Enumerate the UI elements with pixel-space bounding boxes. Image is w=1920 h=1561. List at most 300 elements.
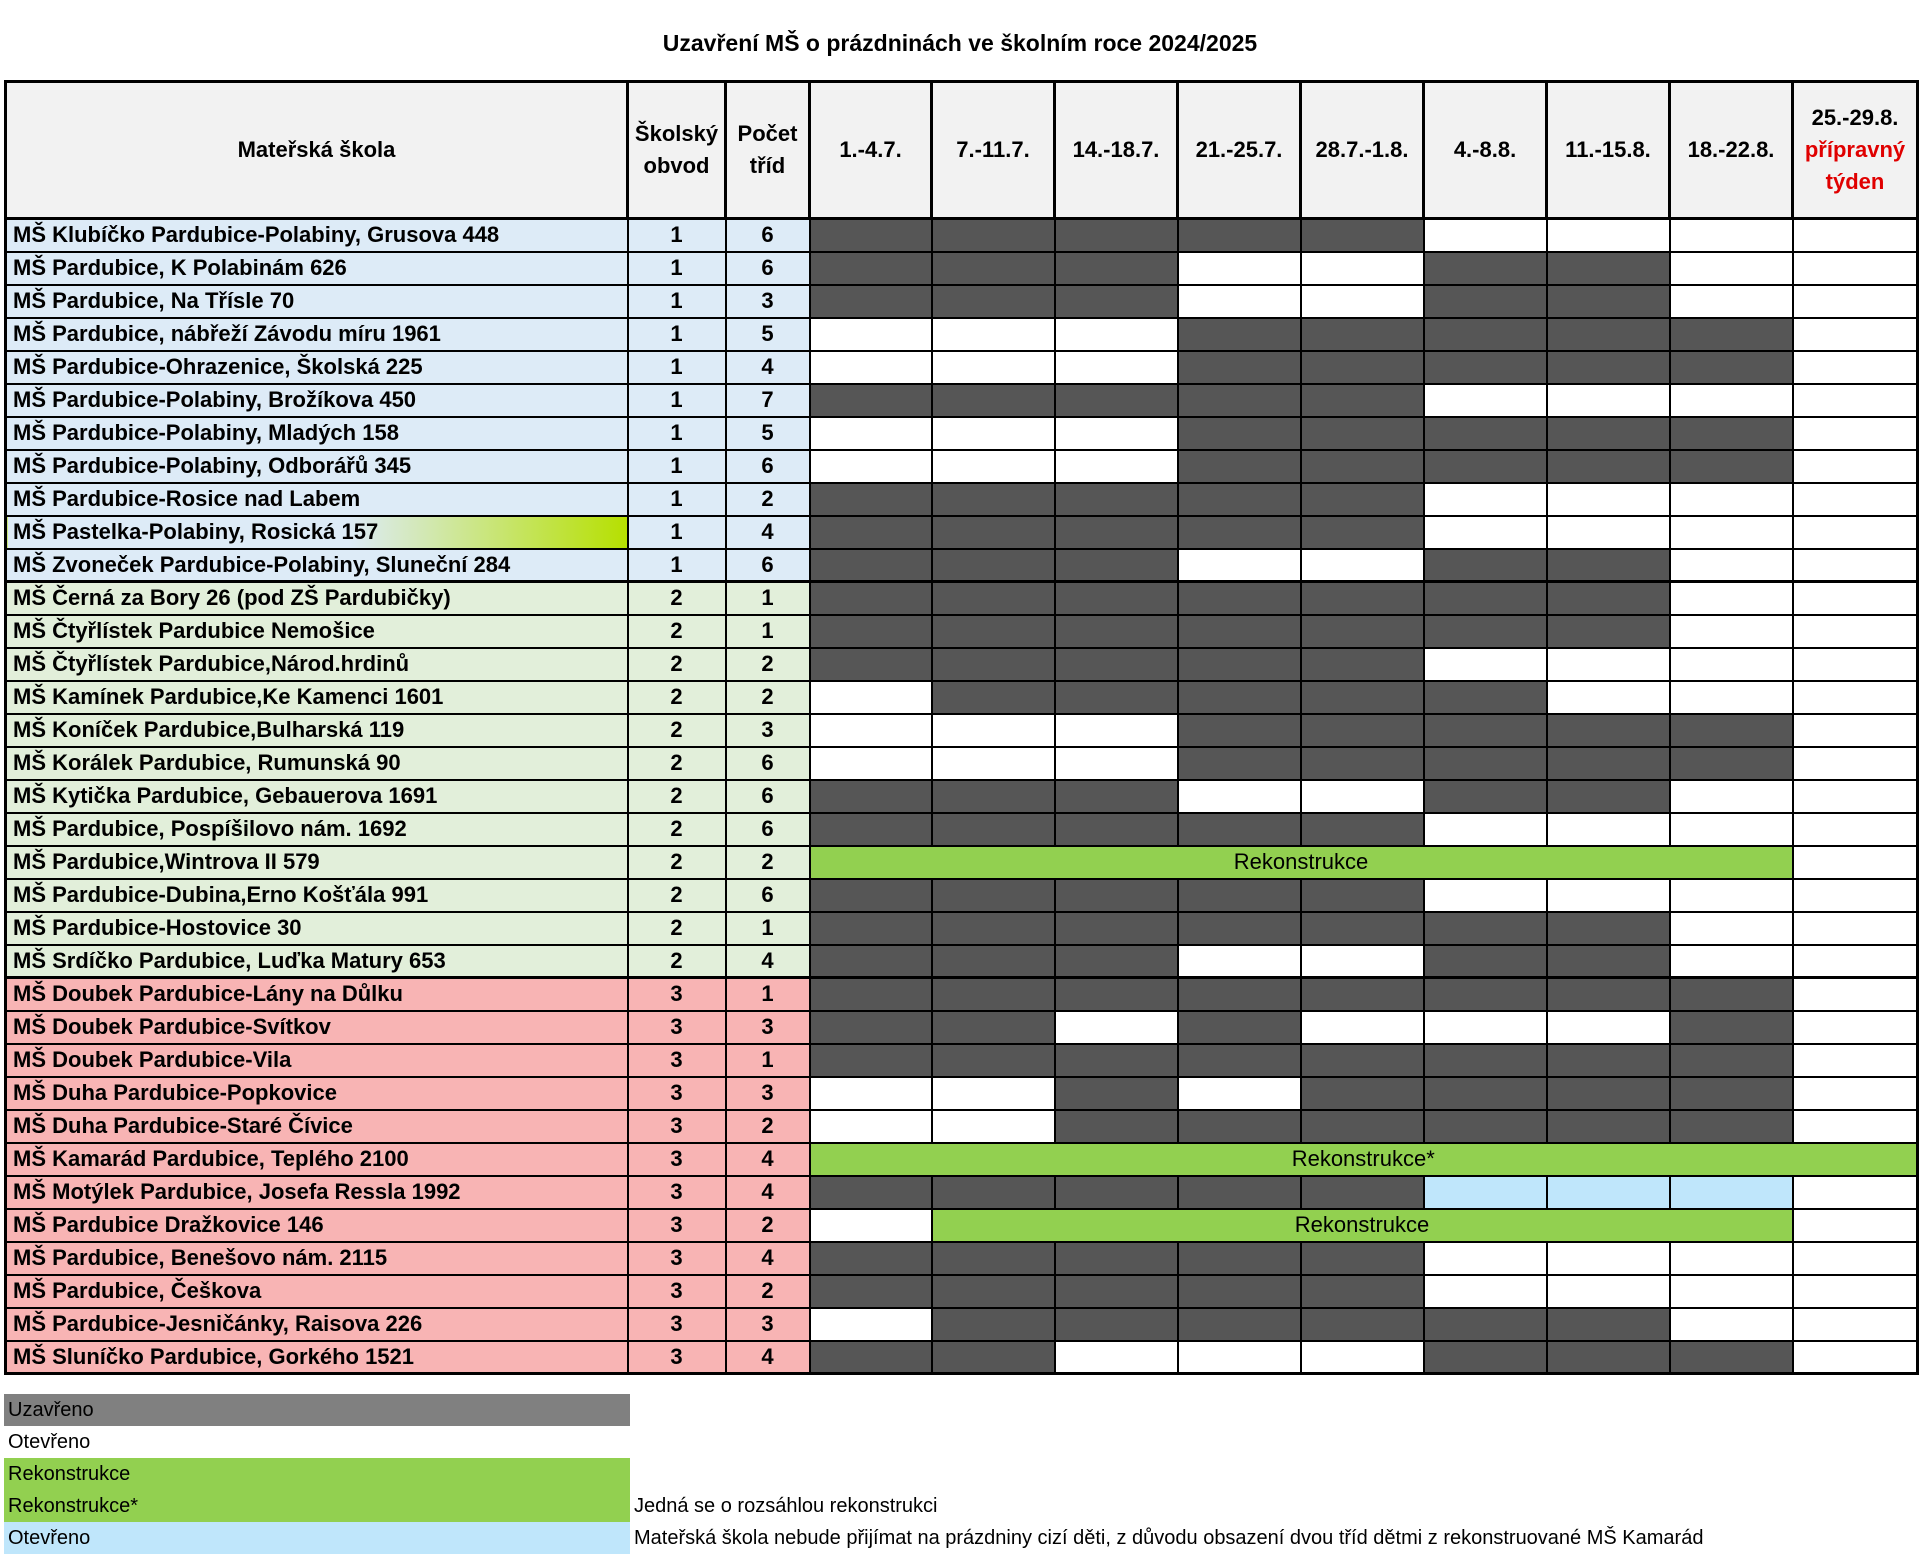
week-cell xyxy=(1424,648,1547,681)
week-cell xyxy=(1424,450,1547,483)
week-cell xyxy=(932,285,1055,318)
school-name: MŠ Pardubice-Rosice nad Labem xyxy=(6,483,628,516)
week-cell xyxy=(1670,1341,1793,1374)
prep-week-cell xyxy=(1793,1011,1918,1044)
week-cell xyxy=(1424,483,1547,516)
week-cell xyxy=(1547,351,1670,384)
week-cell xyxy=(1547,417,1670,450)
school-classes: 3 xyxy=(726,714,810,747)
school-name: MŠ Pardubice-Polabiny, Mladých 158 xyxy=(6,417,628,450)
week-cell xyxy=(1055,1308,1178,1341)
week-cell xyxy=(1547,1341,1670,1374)
week-cell xyxy=(1301,945,1424,978)
week-cell xyxy=(1055,714,1178,747)
week-cell xyxy=(1301,1110,1424,1143)
week-cell xyxy=(1301,516,1424,549)
table-row xyxy=(6,318,1918,351)
week-cell xyxy=(1424,1308,1547,1341)
week-cell xyxy=(810,780,932,813)
school-district: 1 xyxy=(628,219,726,252)
week-cell xyxy=(1055,285,1178,318)
school-classes: 2 xyxy=(726,1209,810,1242)
week-cell xyxy=(1055,648,1178,681)
week-cell xyxy=(810,384,932,417)
week-cell xyxy=(1424,417,1547,450)
table-row xyxy=(6,648,1918,681)
week-cell xyxy=(932,912,1055,945)
week-cell xyxy=(1424,549,1547,582)
school-district: 1 xyxy=(628,252,726,285)
school-district: 2 xyxy=(628,648,726,681)
week-cell xyxy=(932,714,1055,747)
week-cell xyxy=(932,351,1055,384)
school-name: MŠ Černá za Bory 26 (pod ZŠ Pardubičky) xyxy=(6,582,628,615)
week-cell xyxy=(932,1341,1055,1374)
prep-week-cell xyxy=(1793,912,1918,945)
week-cell xyxy=(932,978,1055,1011)
week-cell xyxy=(810,582,932,615)
school-district: 1 xyxy=(628,516,726,549)
week-cell xyxy=(932,252,1055,285)
week-cell xyxy=(1424,714,1547,747)
week-cell xyxy=(1424,351,1547,384)
week-cell xyxy=(810,912,932,945)
header-week: 1.-4.7. xyxy=(810,82,932,219)
header-prep-week xyxy=(1793,82,1918,219)
school-name: MŠ Pardubice-Hostovice 30 xyxy=(6,912,628,945)
school-district: 1 xyxy=(628,351,726,384)
week-cell xyxy=(810,615,932,648)
week-cell xyxy=(1670,351,1793,384)
school-district: 2 xyxy=(628,945,726,978)
reconstruction-cell: Rekonstrukce xyxy=(810,846,1793,879)
table-row xyxy=(6,945,1918,978)
school-district: 3 xyxy=(628,1341,726,1374)
prep-week-cell xyxy=(1793,747,1918,780)
week-cell xyxy=(1547,1176,1670,1209)
week-cell xyxy=(932,813,1055,846)
table-row xyxy=(6,615,1918,648)
school-classes: 4 xyxy=(726,516,810,549)
table-row xyxy=(6,1275,1918,1308)
school-district: 2 xyxy=(628,582,726,615)
week-cell xyxy=(1178,450,1301,483)
prep-week-cell xyxy=(1793,879,1918,912)
week-cell xyxy=(810,978,932,1011)
table-row xyxy=(6,450,1918,483)
week-cell xyxy=(810,747,932,780)
week-cell xyxy=(1178,351,1301,384)
header-prep-line2: týden xyxy=(1825,168,1885,194)
table-row xyxy=(6,747,1918,780)
week-cell xyxy=(1547,516,1670,549)
week-cell xyxy=(810,417,932,450)
school-name: MŠ Čtyřlístek Pardubice,Národ.hrdinů xyxy=(6,648,628,681)
school-classes: 1 xyxy=(726,582,810,615)
school-classes: 1 xyxy=(726,1044,810,1077)
school-classes: 2 xyxy=(726,648,810,681)
week-cell xyxy=(1424,1011,1547,1044)
week-cell xyxy=(1055,945,1178,978)
closure-schedule-table xyxy=(4,80,1919,1375)
week-cell xyxy=(1670,615,1793,648)
week-cell xyxy=(1301,1308,1424,1341)
week-cell xyxy=(1178,1242,1301,1275)
school-district: 2 xyxy=(628,714,726,747)
school-classes: 5 xyxy=(726,318,810,351)
week-cell xyxy=(1547,450,1670,483)
table-row xyxy=(6,1143,1918,1176)
week-cell xyxy=(1424,252,1547,285)
week-cell xyxy=(810,1044,932,1077)
school-classes: 2 xyxy=(726,483,810,516)
week-cell xyxy=(1178,483,1301,516)
table-row xyxy=(6,516,1918,549)
table-row xyxy=(6,879,1918,912)
week-cell xyxy=(1301,1242,1424,1275)
week-cell xyxy=(810,318,932,351)
week-cell xyxy=(1670,879,1793,912)
school-name: MŠ Pardubice-Polabiny, Brožíkova 450 xyxy=(6,384,628,417)
school-name: MŠ Pardubice, nábřeží Závodu míru 1961 xyxy=(6,318,628,351)
week-cell xyxy=(1547,615,1670,648)
header-school: Mateřská škola xyxy=(6,82,628,219)
school-classes: 4 xyxy=(726,945,810,978)
school-district: 2 xyxy=(628,879,726,912)
week-cell xyxy=(1301,1275,1424,1308)
school-district: 2 xyxy=(628,747,726,780)
week-cell xyxy=(1055,813,1178,846)
week-cell xyxy=(1055,1110,1178,1143)
school-classes: 2 xyxy=(726,846,810,879)
week-cell xyxy=(1424,219,1547,252)
prep-week-cell xyxy=(1793,351,1918,384)
legend-swatch: Otevřeno xyxy=(4,1426,630,1458)
table-row xyxy=(6,1242,1918,1275)
prep-week-cell xyxy=(1793,1242,1918,1275)
table-row xyxy=(6,714,1918,747)
prep-week-cell xyxy=(1793,780,1918,813)
table-row xyxy=(6,978,1918,1011)
week-cell xyxy=(1670,384,1793,417)
school-classes: 5 xyxy=(726,417,810,450)
week-cell xyxy=(1178,252,1301,285)
prep-week-cell xyxy=(1793,846,1918,879)
table-row xyxy=(6,483,1918,516)
week-cell xyxy=(1670,1242,1793,1275)
week-cell xyxy=(1301,450,1424,483)
school-name: MŠ Korálek Pardubice, Rumunská 90 xyxy=(6,747,628,780)
legend-note: Mateřská škola nebude přijímat na prázdniny cizí děti, z důvodu obsazení dvou tříd dětmi z rekonstruované MŠ Kamarád xyxy=(634,1527,1704,1549)
week-cell xyxy=(1424,747,1547,780)
school-name: MŠ Koníček Pardubice,Bulharská 119 xyxy=(6,714,628,747)
school-classes: 1 xyxy=(726,615,810,648)
school-classes: 6 xyxy=(726,450,810,483)
week-cell xyxy=(1547,945,1670,978)
week-cell xyxy=(810,1209,932,1242)
week-cell xyxy=(1178,318,1301,351)
week-cell xyxy=(810,483,932,516)
week-cell xyxy=(1055,780,1178,813)
week-cell xyxy=(932,1011,1055,1044)
week-cell xyxy=(1424,384,1547,417)
week-cell xyxy=(810,252,932,285)
week-cell xyxy=(1670,417,1793,450)
legend-item xyxy=(4,1458,1704,1490)
week-cell xyxy=(1547,714,1670,747)
prep-week-cell xyxy=(1793,681,1918,714)
reconstruction-cell: Rekonstrukce xyxy=(932,1209,1793,1242)
week-cell xyxy=(1301,1341,1424,1374)
week-cell xyxy=(1424,1077,1547,1110)
school-name: MŠ Doubek Pardubice-Svítkov xyxy=(6,1011,628,1044)
week-cell xyxy=(1670,714,1793,747)
school-name: MŠ Pardubice-Polabiny, Odborářů 345 xyxy=(6,450,628,483)
prep-week-cell xyxy=(1793,219,1918,252)
header-classes-line2: tříd xyxy=(749,153,786,178)
week-cell xyxy=(932,549,1055,582)
prep-week-cell xyxy=(1793,1308,1918,1341)
week-cell xyxy=(1424,1044,1547,1077)
school-district: 2 xyxy=(628,912,726,945)
week-cell xyxy=(1178,582,1301,615)
school-name: MŠ Kamarád Pardubice, Teplého 2100 xyxy=(6,1143,628,1176)
week-cell xyxy=(1178,417,1301,450)
week-cell xyxy=(1178,912,1301,945)
week-cell xyxy=(1424,516,1547,549)
school-district: 3 xyxy=(628,1308,726,1341)
week-cell xyxy=(1670,1176,1793,1209)
week-cell xyxy=(1055,1044,1178,1077)
legend-item xyxy=(4,1394,1704,1426)
week-cell xyxy=(1301,252,1424,285)
prep-week-cell xyxy=(1793,615,1918,648)
week-cell xyxy=(1055,747,1178,780)
week-cell xyxy=(810,1077,932,1110)
week-cell xyxy=(932,219,1055,252)
week-cell xyxy=(1301,813,1424,846)
prep-week-cell xyxy=(1793,1077,1918,1110)
legend xyxy=(4,1394,1704,1554)
week-cell xyxy=(1301,483,1424,516)
table-row xyxy=(6,1110,1918,1143)
week-cell xyxy=(1670,1044,1793,1077)
school-name: MŠ Sluníčko Pardubice, Gorkého 1521 xyxy=(6,1341,628,1374)
school-classes: 7 xyxy=(726,384,810,417)
school-district: 3 xyxy=(628,1110,726,1143)
prep-week-cell xyxy=(1793,945,1918,978)
week-cell xyxy=(1424,978,1547,1011)
week-cell xyxy=(1670,549,1793,582)
prep-week-cell xyxy=(1793,813,1918,846)
week-cell xyxy=(810,219,932,252)
week-cell xyxy=(1301,1176,1424,1209)
header-row xyxy=(6,82,1918,219)
school-district: 1 xyxy=(628,483,726,516)
school-classes: 3 xyxy=(726,1077,810,1110)
table-row xyxy=(6,1176,1918,1209)
school-name: MŠ Pardubice, Češkova xyxy=(6,1275,628,1308)
week-cell xyxy=(1178,813,1301,846)
table-row xyxy=(6,1077,1918,1110)
week-cell xyxy=(1178,1110,1301,1143)
week-cell xyxy=(932,879,1055,912)
week-cell xyxy=(1055,219,1178,252)
legend-item xyxy=(4,1490,1704,1522)
school-district: 2 xyxy=(628,681,726,714)
week-cell xyxy=(1178,285,1301,318)
table-row xyxy=(6,846,1918,879)
week-cell xyxy=(810,1308,932,1341)
week-cell xyxy=(810,648,932,681)
school-classes: 3 xyxy=(726,1011,810,1044)
week-cell xyxy=(1670,582,1793,615)
week-cell xyxy=(1547,252,1670,285)
week-cell xyxy=(1178,1341,1301,1374)
week-cell xyxy=(1547,384,1670,417)
week-cell xyxy=(810,714,932,747)
header-week: 21.-25.7. xyxy=(1178,82,1301,219)
week-cell xyxy=(1547,978,1670,1011)
header-week: 11.-15.8. xyxy=(1547,82,1670,219)
prep-week-cell xyxy=(1793,285,1918,318)
week-cell xyxy=(1178,714,1301,747)
week-cell xyxy=(1301,318,1424,351)
week-cell xyxy=(1670,318,1793,351)
week-cell xyxy=(1178,648,1301,681)
week-cell xyxy=(932,648,1055,681)
school-district: 1 xyxy=(628,384,726,417)
school-district: 1 xyxy=(628,417,726,450)
week-cell xyxy=(1547,747,1670,780)
school-classes: 4 xyxy=(726,1176,810,1209)
prep-week-cell xyxy=(1793,1176,1918,1209)
week-cell xyxy=(1178,879,1301,912)
school-district: 3 xyxy=(628,1143,726,1176)
week-cell xyxy=(1670,1077,1793,1110)
legend-swatch: Otevřeno xyxy=(4,1522,630,1554)
school-name: MŠ Kamínek Pardubice,Ke Kamenci 1601 xyxy=(6,681,628,714)
table-row xyxy=(6,780,1918,813)
header-week: 18.-22.8. xyxy=(1670,82,1793,219)
prep-week-cell xyxy=(1793,417,1918,450)
week-cell xyxy=(1547,1044,1670,1077)
table-row xyxy=(6,252,1918,285)
legend-swatch: Uzavřeno xyxy=(4,1394,630,1426)
week-cell xyxy=(1547,1077,1670,1110)
prep-week-cell xyxy=(1793,648,1918,681)
school-name: MŠ Srdíčko Pardubice, Luďka Matury 653 xyxy=(6,945,628,978)
school-classes: 3 xyxy=(726,1308,810,1341)
week-cell xyxy=(1670,681,1793,714)
school-district: 3 xyxy=(628,1011,726,1044)
week-cell xyxy=(1055,1341,1178,1374)
week-cell xyxy=(1424,615,1547,648)
week-cell xyxy=(1301,714,1424,747)
week-cell xyxy=(1301,912,1424,945)
week-cell xyxy=(932,516,1055,549)
header-week: 28.7.-1.8. xyxy=(1301,82,1424,219)
week-cell xyxy=(810,879,932,912)
prep-week-cell xyxy=(1793,252,1918,285)
school-classes: 3 xyxy=(726,285,810,318)
week-cell xyxy=(1301,615,1424,648)
week-cell xyxy=(1055,483,1178,516)
school-name: MŠ Pardubice, Benešovo nám. 2115 xyxy=(6,1242,628,1275)
week-cell xyxy=(1055,252,1178,285)
school-district: 1 xyxy=(628,549,726,582)
week-cell xyxy=(1178,1275,1301,1308)
school-name: MŠ Zvoneček Pardubice-Polabiny, Sluneční 284 xyxy=(6,549,628,582)
week-cell xyxy=(1547,912,1670,945)
school-name: MŠ Pardubice Dražkovice 146 xyxy=(6,1209,628,1242)
week-cell xyxy=(1055,516,1178,549)
week-cell xyxy=(1670,1011,1793,1044)
week-cell xyxy=(1547,681,1670,714)
week-cell xyxy=(810,681,932,714)
school-classes: 6 xyxy=(726,813,810,846)
school-name: MŠ Doubek Pardubice-Lány na Důlku xyxy=(6,978,628,1011)
week-cell xyxy=(1547,1242,1670,1275)
week-cell xyxy=(932,384,1055,417)
week-cell xyxy=(1301,351,1424,384)
week-cell xyxy=(810,1275,932,1308)
school-classes: 6 xyxy=(726,219,810,252)
week-cell xyxy=(810,945,932,978)
week-cell xyxy=(1424,1110,1547,1143)
header-week: 4.-8.8. xyxy=(1424,82,1547,219)
week-cell xyxy=(932,1077,1055,1110)
week-cell xyxy=(1424,780,1547,813)
week-cell xyxy=(810,549,932,582)
week-cell xyxy=(1055,582,1178,615)
school-name: MŠ Doubek Pardubice-Vila xyxy=(6,1044,628,1077)
week-cell xyxy=(1424,318,1547,351)
week-cell xyxy=(1178,681,1301,714)
week-cell xyxy=(1301,747,1424,780)
week-cell xyxy=(1424,813,1547,846)
week-cell xyxy=(1670,945,1793,978)
legend-swatch: Rekonstrukce* xyxy=(4,1490,630,1522)
table-row xyxy=(6,681,1918,714)
prep-week-cell xyxy=(1793,1209,1918,1242)
school-classes: 2 xyxy=(726,681,810,714)
week-cell xyxy=(932,450,1055,483)
week-cell xyxy=(810,351,932,384)
table-row xyxy=(6,1308,1918,1341)
school-district: 2 xyxy=(628,780,726,813)
school-district: 3 xyxy=(628,1209,726,1242)
week-cell xyxy=(1055,912,1178,945)
week-cell xyxy=(1301,978,1424,1011)
header-district xyxy=(628,82,726,219)
table-row xyxy=(6,351,1918,384)
header-classes xyxy=(726,82,810,219)
week-cell xyxy=(1055,351,1178,384)
prep-week-cell xyxy=(1793,516,1918,549)
week-cell xyxy=(1178,1011,1301,1044)
week-cell xyxy=(1301,1077,1424,1110)
legend-item xyxy=(4,1426,1704,1458)
week-cell xyxy=(1301,384,1424,417)
week-cell xyxy=(1055,1242,1178,1275)
week-cell xyxy=(1670,252,1793,285)
header-week: 7.-11.7. xyxy=(932,82,1055,219)
school-district: 3 xyxy=(628,978,726,1011)
week-cell xyxy=(1670,483,1793,516)
week-cell xyxy=(1178,615,1301,648)
school-name: MŠ Klubíčko Pardubice-Polabiny, Grusova 448 xyxy=(6,219,628,252)
